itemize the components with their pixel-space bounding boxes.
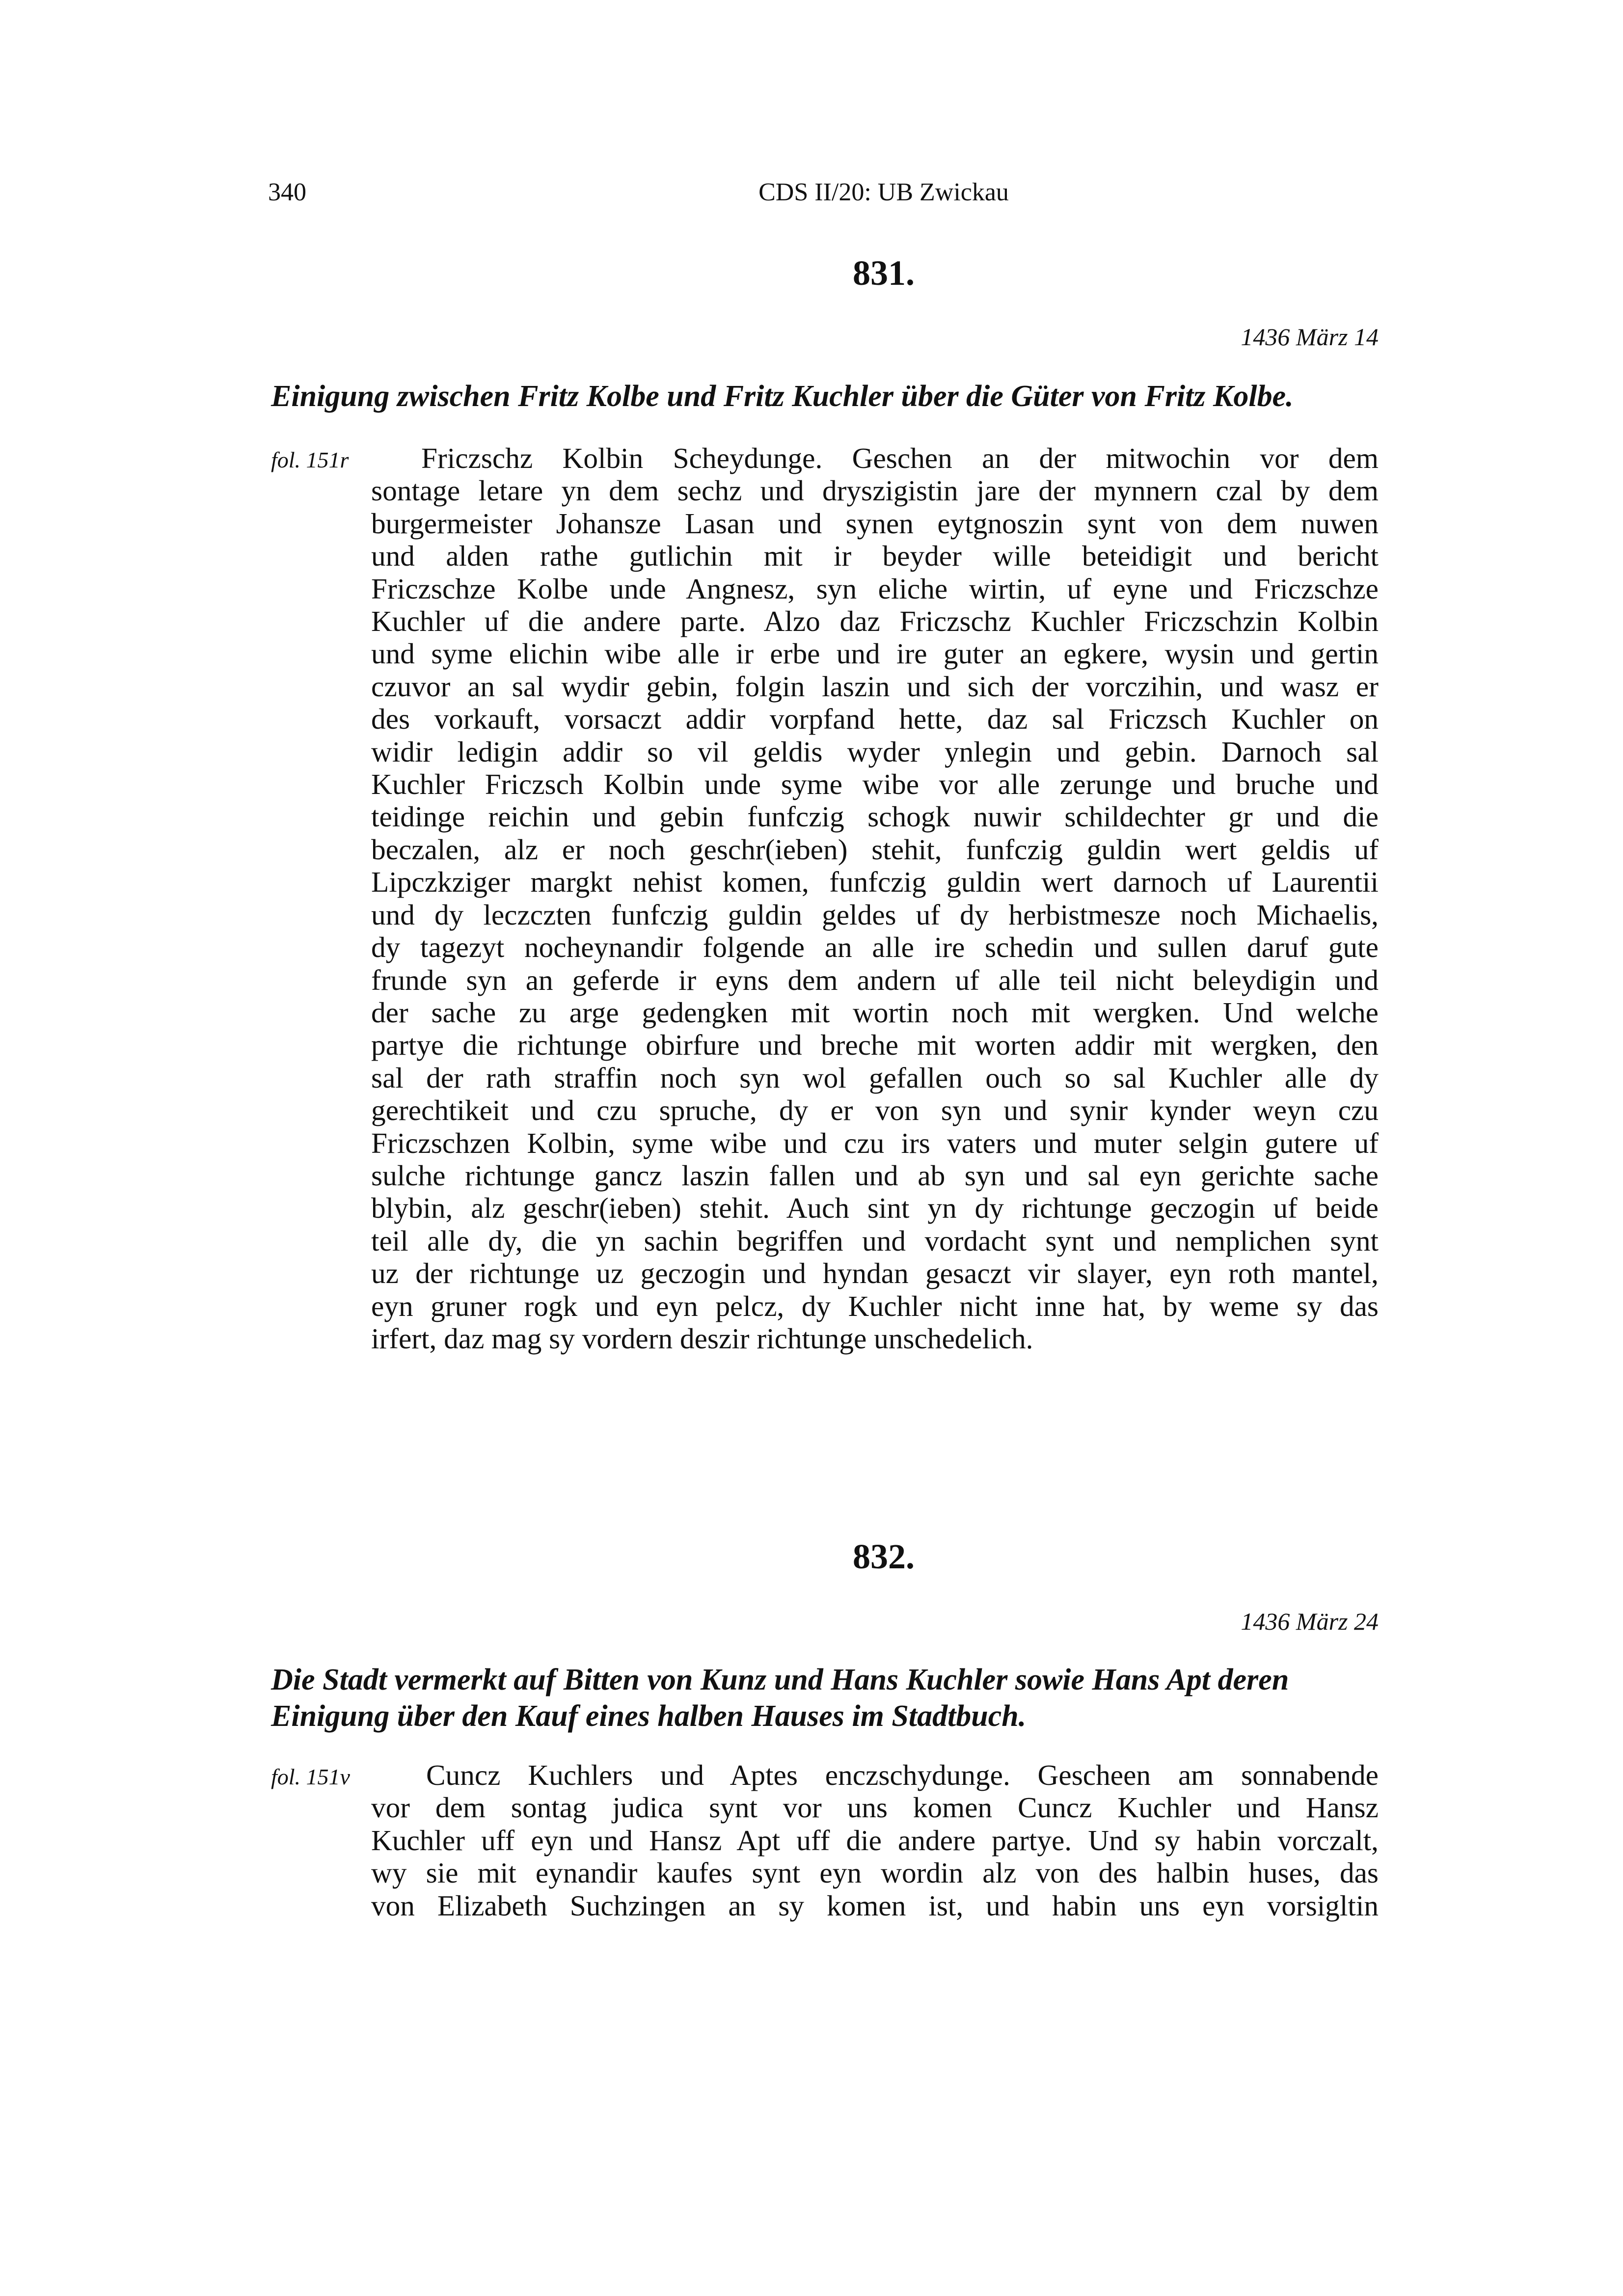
- text-line: und alden rathe gutlichin mit ir beyder wille beteidigit und bericht: [371, 540, 1379, 573]
- page-number: 340: [268, 178, 306, 206]
- document-regest: [271, 1662, 1379, 1734]
- text-line: Friczschz Kolbin Scheydunge. Geschen an der mitwochin vor dem: [421, 442, 1379, 474]
- text-line: dy tagezyt nocheynandir folgende an alle ire schedin und sullen daruf gute: [371, 931, 1379, 964]
- text-line: uz der richtunge uz geczogin und hyndan gesaczt vir slayer, eyn roth mantel,: [371, 1257, 1379, 1290]
- document-text: [371, 442, 1379, 1355]
- text-line: wy sie mit eynandir kaufes synt eyn wordin alz von des halbin huses, das: [371, 1857, 1379, 1889]
- text-line: von Elizabeth Suchzingen an sy komen ist, und habin uns eyn vorsigltin: [371, 1889, 1379, 1922]
- text-line: sal der rath straffin noch syn wol gefallen ouch so sal Kuchler alle dy: [371, 1061, 1379, 1094]
- text-line: eyn gruner rogk und eyn pelcz, dy Kuchler nicht inne hat, by weme sy das: [371, 1289, 1379, 1322]
- text-line: partye die richtunge obirfure und breche mit worten addir mit wergken, den: [371, 1029, 1379, 1062]
- text-line: frunde syn an geferde ir eyns dem andern uf alle teil nicht beleydigin und: [371, 963, 1379, 996]
- document-date: 1436 März 14: [1241, 323, 1379, 351]
- text-line: der sache zu arge gedengken mit wortin noch mit wergken. Und welche: [371, 996, 1379, 1029]
- text-line: Friczschzen Kolbin, syme wibe und czu irs vaters und muter selgin gutere uf: [371, 1126, 1379, 1159]
- document-number: 832.: [853, 1537, 915, 1576]
- folio-reference: fol. 151r: [271, 447, 349, 472]
- text-line: czuvor an sal wydir gebin, folgin laszin und sich der vorczihin, und wasz er: [371, 670, 1379, 703]
- text-line: sulche richtunge gancz laszin fallen und ab syn und sal eyn gerichte sache: [371, 1159, 1379, 1192]
- text-line: widir ledigin addir so vil geldis wyder ynlegin und gebin. Darnoch sal: [371, 735, 1379, 768]
- regest-line: Die Stadt vermerkt auf Bitten von Kunz und Hans Kuchler sowie Hans Apt deren: [271, 1663, 1289, 1696]
- text-line: Lipczkziger margkt nehist komen, funfczig guldin wert darnoch uf Laurentii: [371, 866, 1379, 899]
- text-line: Friczschze Kolbe unde Angnesz, syn eliche wirtin, uf eyne und Friczschze: [371, 572, 1379, 605]
- text-line: des vorkauft, vorsaczt addir vorpfand hette, daz sal Friczsch Kuchler on: [371, 703, 1379, 736]
- text-line: teidinge reichin und gebin funfczig schogk nuwir schildechter gr und die: [371, 800, 1379, 833]
- document-number: 831.: [853, 253, 915, 293]
- text-line: und syme elichin wibe alle ir erbe und ire guter an egkere, wysin und gertin: [371, 637, 1379, 670]
- text-line: Kuchler Friczsch Kolbin unde syme wibe vor alle zerunge und bruche und: [371, 768, 1379, 801]
- text-line: sontage letare yn dem sechz und dryszigistin jare der mynnern czal by dem: [371, 474, 1379, 507]
- regest-line: Einigung über den Kauf eines halben Hauses im Stadtbuch.: [271, 1699, 1027, 1733]
- document-regest: Einigung zwischen Fritz Kolbe und Fritz Kuchler über die Güter von Fritz Kolbe.: [271, 380, 1294, 413]
- text-line: vor dem sontag judica synt vor uns komen Cuncz Kuchler und Hansz: [371, 1791, 1379, 1824]
- text-line: Kuchler uff eyn und Hansz Apt uff die andere partye. Und sy habin vorczalt,: [371, 1824, 1379, 1857]
- text-line: irfert, daz mag sy vordern deszir richtunge unschedelich.: [371, 1322, 1033, 1355]
- text-line: Kuchler uf die andere parte. Alzo daz Friczschz Kuchler Friczschzin Kolbin: [371, 605, 1379, 638]
- running-title: CDS II/20: UB Zwickau: [758, 178, 1009, 206]
- document-text: [371, 1759, 1379, 1922]
- text-line: burgermeister Johansze Lasan und synen eytgnoszin synt von dem nuwen: [371, 507, 1379, 540]
- document-date: 1436 März 24: [1241, 1608, 1379, 1635]
- text-line: und dy leczczten funfczig guldin geldes uf dy herbistmesze noch Michaelis,: [371, 898, 1379, 931]
- folio-reference: fol. 151v: [271, 1764, 350, 1789]
- text-line: teil alle dy, die yn sachin begriffen und vordacht synt und nemplichen synt: [371, 1224, 1379, 1257]
- text-line: gerechtikeit und czu spruche, dy er von syn und synir kynder weyn czu: [371, 1094, 1379, 1127]
- text-line: blybin, alz geschr(ieben) stehit. Auch sint yn dy richtunge geczogin uf beide: [371, 1192, 1379, 1225]
- text-line: Cuncz Kuchlers und Aptes enczschydunge. Gescheen am sonnabende: [426, 1759, 1379, 1791]
- text-line: beczalen, alz er noch geschr(ieben) stehit, funfczig guldin wert geldis uf: [371, 833, 1379, 866]
